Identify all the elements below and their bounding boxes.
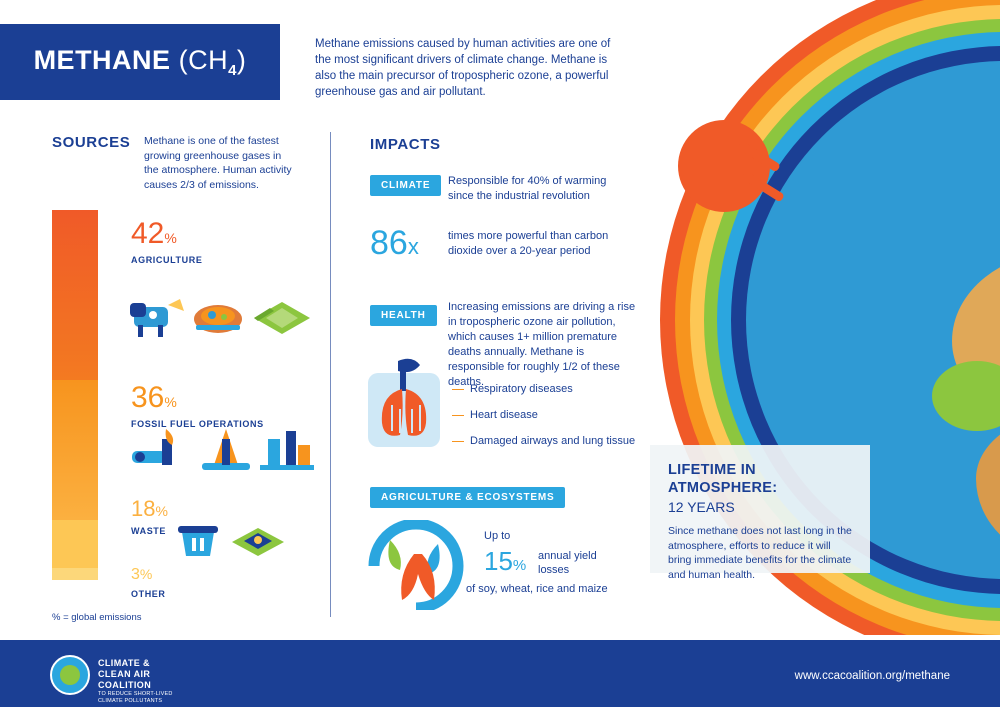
waste-bin-icon [172, 520, 224, 560]
agri-stat-15pct [484, 548, 526, 574]
bar-segment-agriculture [52, 210, 98, 380]
climate-stat-86x [370, 226, 419, 260]
stat-value: 3 [131, 566, 140, 583]
page-title [0, 24, 280, 100]
stat-unit: % [164, 394, 177, 410]
lifetime-body: Since methane does not last long in the atmosphere, efforts to reduce it will bring immediate benefits for the climate and human health. [668, 525, 852, 581]
climate-text: Responsible for 40% of warming since the industrial revolution [448, 175, 607, 202]
stat-unit: % [155, 503, 168, 519]
lifetime-title: LIFETIME IN ATMOSPHERE: [668, 462, 778, 496]
footer-url[interactable]: www.ccacoalition.org/methane [794, 670, 950, 682]
org-tagline-1: TO REDUCE SHORT-LIVED [98, 691, 173, 697]
lungs-icon [368, 355, 440, 455]
column-divider [330, 132, 331, 617]
sun-icon [678, 120, 770, 212]
lifetime-callout [650, 445, 870, 581]
health-bullet-list [470, 382, 650, 460]
source-stat-fossil-fuel [131, 383, 264, 430]
org-line-2: CLEAN AIR [98, 669, 151, 679]
org-line-1: CLIMATE & [98, 658, 150, 668]
bar-segment-fossil-fuel [52, 380, 98, 520]
cca-logo-icon [50, 655, 90, 695]
org-line-3: COALITION [98, 680, 152, 690]
stat-unit: % [512, 557, 527, 574]
title-subscript: 4 [228, 62, 237, 79]
sources-footnote: % = global emissions [52, 612, 142, 623]
stat-suffix: x [407, 234, 419, 259]
oil-rig-icon [196, 425, 256, 473]
stat-label: FOSSIL FUEL OPERATIONS [131, 419, 264, 429]
food-plate-icon [192, 295, 244, 340]
list-item: Damaged airways and lung tissue [470, 434, 650, 449]
title-formula-close: ) [236, 45, 247, 75]
refinery-icon [258, 425, 316, 473]
sources-heading: SOURCES [52, 134, 131, 151]
gas-pipeline-icon [128, 425, 190, 473]
impacts-heading: IMPACTS [370, 136, 441, 153]
title-main: METHANE [33, 45, 171, 75]
stat-value: 36 [131, 381, 165, 414]
stat-value: 42 [131, 217, 165, 250]
source-stat-waste [131, 498, 168, 537]
tag-health: HEALTH [370, 305, 437, 326]
stat-unit: % [139, 566, 153, 582]
lifetime-years: 12 YEARS [668, 499, 735, 515]
organization-name [98, 658, 173, 705]
stat-value: 18 [131, 496, 156, 521]
climate-stat-text: times more powerful than carbon dioxide over a 20-year period [448, 230, 609, 257]
health-text: Increasing emissions are driving a rise in tropospheric ozone air pollution, which causes 1+ million premature deaths annually. Methane is responsible for roughly 1/2 of these deaths. [448, 301, 636, 388]
list-item: Respiratory diseases [470, 382, 650, 397]
stat-label: AGRICULTURE [131, 255, 203, 265]
crop-plant-icon [360, 520, 470, 610]
stat-label: WASTE [131, 526, 167, 536]
agri-crops-text: of soy, wheat, rice and maize [466, 583, 608, 595]
source-stat-agriculture [131, 219, 202, 266]
list-item: Heart disease [470, 408, 650, 423]
title-formula-open: (CH [178, 45, 229, 75]
sources-subtext: Methane is one of the fastest growing greenhouse gases in the atmosphere. Human activity causes 2/3 of emissions. [144, 135, 292, 191]
intro-paragraph: Methane emissions caused by human activities are one of the most significant drivers of climate change. Methane is also the main precursor of tropospheric ozone, a powerful greenhouse gas and air pollutant. [315, 38, 611, 98]
stat-value: 86 [370, 224, 408, 262]
org-tagline-2: CLIMATE POLLUTANTS [98, 698, 163, 704]
stat-unit: % [164, 230, 177, 246]
bar-segment-other [52, 568, 98, 580]
landmass-south [976, 411, 1000, 561]
landfill-icon [230, 520, 286, 560]
sources-stacked-bar [52, 210, 98, 580]
agri-stat-label: annual yield losses [538, 550, 597, 576]
source-stat-other [131, 567, 166, 600]
farm-field-icon [252, 296, 312, 338]
agri-upto-label: Up to [484, 530, 511, 542]
stat-value: 15 [484, 546, 513, 576]
bar-segment-waste [52, 520, 98, 568]
cow-icon [128, 295, 188, 340]
tag-agriculture-ecosystems: AGRICULTURE & ECOSYSTEMS [370, 487, 565, 508]
stat-label: OTHER [131, 589, 166, 599]
tag-climate: CLIMATE [370, 175, 441, 196]
vegetation-patch-west [932, 361, 1000, 431]
